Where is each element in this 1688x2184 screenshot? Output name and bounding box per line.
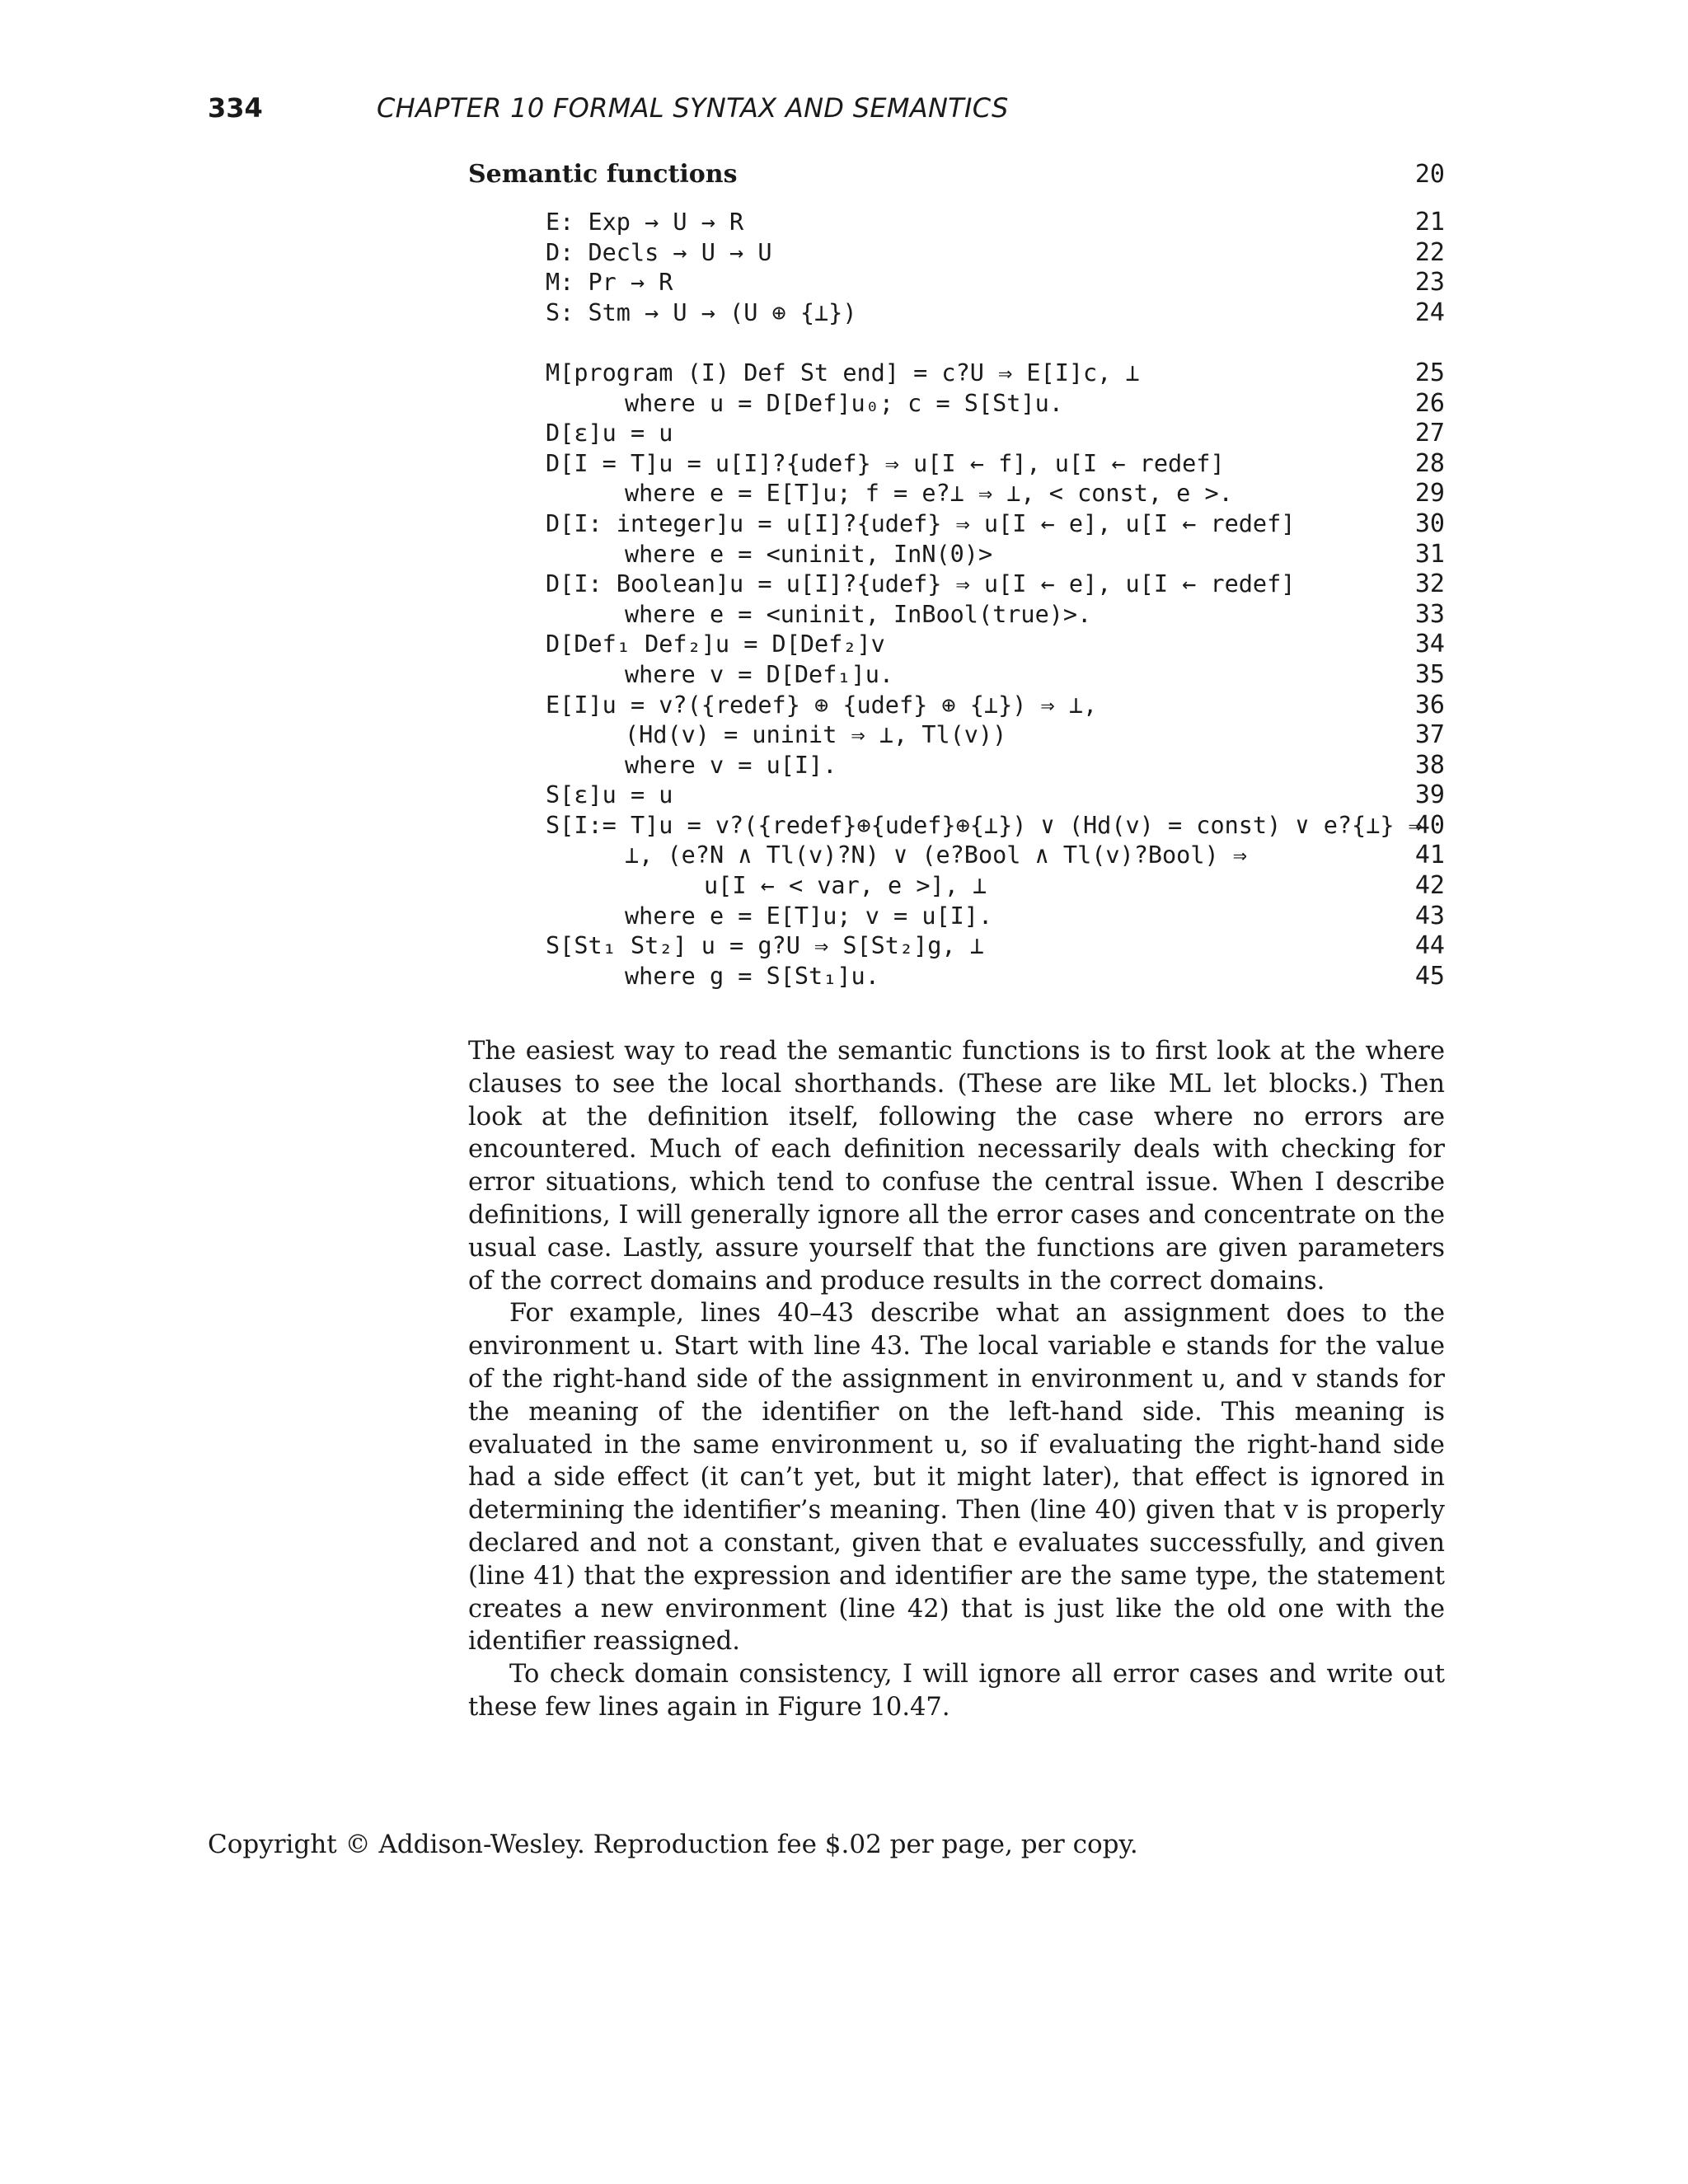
formula-line — [546, 540, 1445, 570]
semantic-functions-section — [468, 155, 1445, 991]
formula-line — [546, 780, 1445, 811]
page-number: 334 — [208, 92, 263, 124]
formula-line — [546, 298, 1445, 329]
page-header — [208, 92, 1526, 134]
line-number: 40 — [1414, 810, 1445, 840]
formula-line — [546, 359, 1445, 389]
body-paragraph: The easiest way to read the semantic functions is to first look at the where clauses to see the local shorthands. (These are like ML let blocks.) Then look at the definition itself, following the case where no errors are encountered. Much of each definition necessarily deals with checking for error situations, which tend to confuse the central issue. When I describe definitions, I will generally ignore all the error cases and concentrate on the usual case. Lastly, assure yourself that the functions are given parameters of the correct domains and produce results in the correct domains. — [468, 1037, 1445, 1296]
line-number: 22 — [1414, 237, 1445, 267]
line-number: 43 — [1414, 901, 1445, 930]
line-number: 44 — [1414, 931, 1445, 961]
formula-text: S[ε]u = u — [546, 781, 673, 809]
formula-line — [546, 902, 1445, 932]
formula-line — [546, 419, 1445, 449]
block-gap — [468, 328, 1445, 359]
line-number: 23 — [1414, 268, 1445, 298]
line-number: 36 — [1414, 690, 1445, 719]
line-number: 45 — [1414, 961, 1445, 991]
line-number: 32 — [1414, 569, 1445, 599]
formula-text: S: Stm → U → (U ⊕ {⊥}) — [546, 298, 857, 326]
line-number: 38 — [1414, 750, 1445, 780]
formula-line — [546, 841, 1445, 871]
line-number: 24 — [1414, 298, 1445, 327]
line-number: 21 — [1414, 208, 1445, 237]
formula-text: D[I: Boolean]u = u[I]?{udef} ⇒ u[I ← e], u[I ← redef] — [546, 570, 1296, 598]
formula-text: u[I ← < var, e >], ⊥ — [704, 872, 987, 900]
body-text — [468, 1035, 1445, 1724]
line-number: 42 — [1414, 871, 1445, 901]
formula-line — [546, 600, 1445, 630]
formula-text: where g = S[St₁]u. — [625, 962, 879, 990]
running-head: CHAPTER 10 FORMAL SYNTAX AND SEMANTICS — [377, 92, 1009, 124]
formula-line — [546, 720, 1445, 751]
line-number: 26 — [1414, 388, 1445, 418]
line-number: 31 — [1414, 539, 1445, 569]
formula-text: D: Decls → U → U — [546, 238, 772, 266]
formula-line — [546, 691, 1445, 721]
body-paragraph: For example, lines 40–43 describe what an assignment does to the environment u. Start with line 43. The local variable e stands for the value of the right-hand side of the assignment in environment u, and v stands for the meaning of the identifier on the left-hand side. This meaning is evaluated in the same environment u, so if evaluating the right-hand side had a side effect (it can’t yet, but it might later), that effect is ignored in determining the identifier’s meaning. Then (line 40) given that v is properly declared and not a constant, given that e evaluates successfully, and given (line 41) that the expression and identifier are the same type, the statement creates a new environment (line 42) that is just like the old one with the identifier reassigned. — [468, 1299, 1445, 1657]
formula-text: where e = E[T]u; f = e?⊥ ⇒ ⊥, < const, e >. — [625, 480, 1233, 508]
formula-line — [546, 962, 1445, 992]
formula-text: (Hd(v) = uninit ⇒ ⊥, Tl(v)) — [625, 721, 1007, 749]
line-number: 41 — [1414, 841, 1445, 870]
formula-text: D[I: integer]u = u[I]?{udef} ⇒ u[I ← e], u[I ← redef] — [546, 509, 1296, 537]
formula-line — [546, 660, 1445, 691]
formula-text: S[I:= T]u = v?({redef}⊕{udef}⊕{⊥}) ∨ (Hd(v) = const) ∨ e?{⊥} ⇒ — [546, 811, 1423, 839]
formula-line — [546, 871, 1445, 902]
definition-block — [546, 359, 1445, 991]
formula-text: where u = D[Def]u₀; c = S[St]u. — [625, 389, 1063, 417]
formula-line — [546, 509, 1445, 540]
formula-line — [546, 449, 1445, 480]
formula-text: D[I = T]u = u[I]?{udef} ⇒ u[I ← f], u[I ← redef] — [546, 449, 1225, 477]
formula-line — [546, 238, 1445, 269]
formula-text: where e = <uninit, InBool(true)>. — [625, 600, 1092, 628]
line-number: 33 — [1414, 599, 1445, 629]
formula-line — [546, 208, 1445, 238]
formula-text: M[program (I) Def St end] = c?U ⇒ E[I]c, ⊥ — [546, 359, 1140, 387]
formula-text: where e = <uninit, InN(0)> — [625, 540, 993, 568]
line-number: 35 — [1414, 659, 1445, 689]
line-number: 28 — [1414, 448, 1445, 478]
formula-line — [546, 389, 1445, 419]
formula-text: E: Exp → U → R — [546, 209, 744, 236]
line-number: 29 — [1414, 479, 1445, 509]
formula-line — [546, 479, 1445, 509]
formula-line — [546, 811, 1445, 841]
formula-line — [546, 268, 1445, 298]
line-number: 37 — [1414, 720, 1445, 750]
line-number: 25 — [1414, 358, 1445, 387]
formula-line — [546, 569, 1445, 600]
line-number: 34 — [1414, 630, 1445, 659]
formula-text: S[St₁ St₂] u = g?U ⇒ S[St₂]g, ⊥ — [546, 932, 984, 960]
section-title: Semantic functions — [468, 160, 738, 189]
formula-text: where v = D[Def₁]u. — [625, 660, 894, 688]
copyright-footer: Copyright © Addison-Wesley. Reproduction fee $.02 per page, per copy. — [208, 1830, 1138, 1859]
line-number: 20 — [1414, 160, 1445, 189]
formula-text: where e = E[T]u; v = u[I]. — [625, 902, 993, 930]
formula-line — [546, 751, 1445, 781]
formula-line — [546, 630, 1445, 660]
formula-text: ⊥, (e?N ∧ Tl(v)?N) ∨ (e?Bool ∧ Tl(v)?Bool) ⇒ — [625, 841, 1247, 869]
formula-text: D[ε]u = u — [546, 419, 673, 448]
section-heading-row — [468, 155, 1445, 201]
line-number: 39 — [1414, 780, 1445, 810]
formula-text: M: Pr → R — [546, 269, 673, 297]
body-paragraph: To check domain consistency, I will ignore all error cases and write out these few lines again in Figure 10.47. — [468, 1660, 1445, 1722]
formula-text: E[I]u = v?({redef} ⊕ {udef} ⊕ {⊥}) ⇒ ⊥, — [546, 691, 1098, 719]
signature-block — [546, 208, 1445, 328]
formula-text: where v = u[I]. — [625, 751, 837, 779]
line-number: 30 — [1414, 509, 1445, 538]
formula-line — [546, 931, 1445, 962]
line-number: 27 — [1414, 419, 1445, 448]
formula-text: D[Def₁ Def₂]u = D[Def₂]v — [546, 630, 885, 658]
